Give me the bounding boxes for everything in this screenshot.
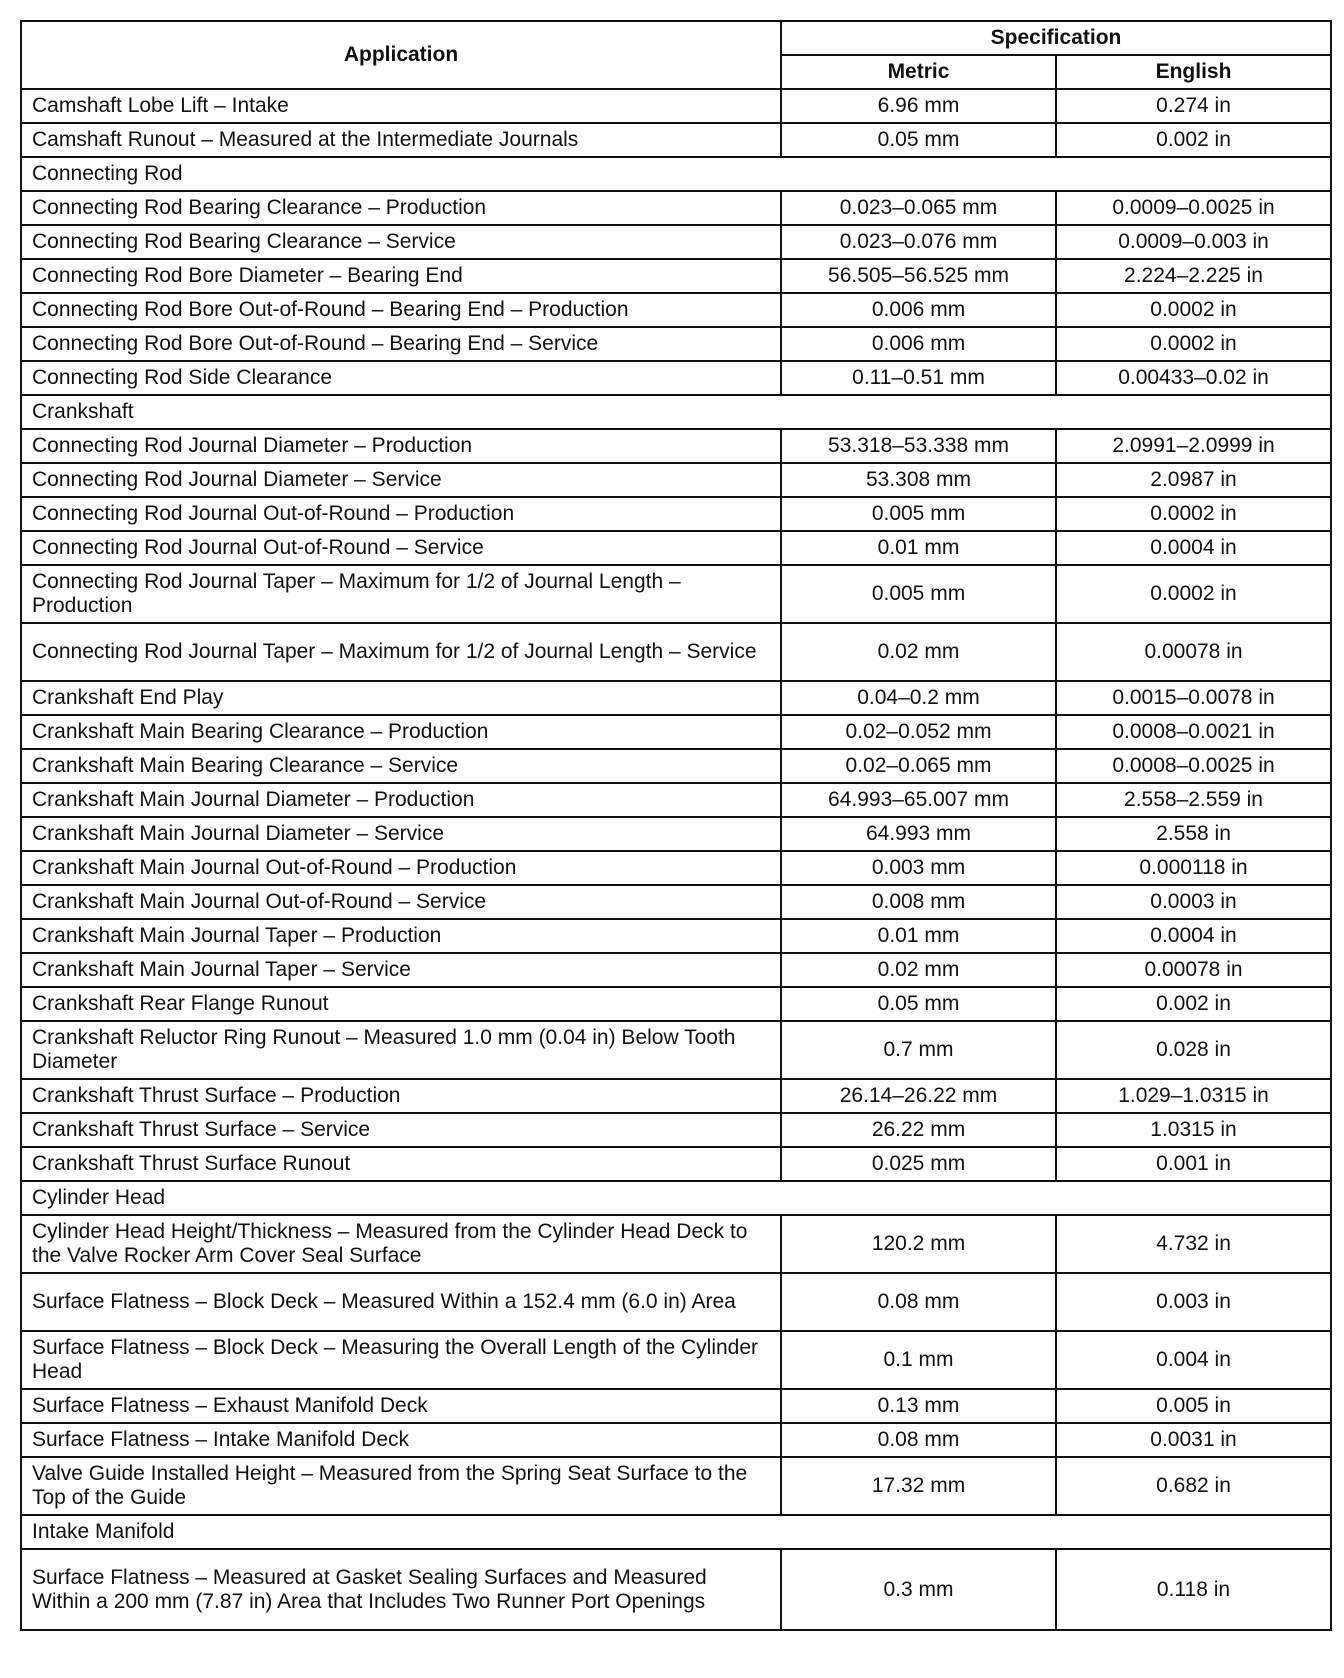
metric-value-cell: 53.318–53.338 mm bbox=[781, 429, 1056, 463]
section-row bbox=[21, 395, 1331, 429]
english-value-cell: 0.0009–0.0025 in bbox=[1056, 191, 1331, 225]
application-cell: Crankshaft Reluctor Ring Runout – Measured 1.0 mm (0.04 in) Below Tooth Diameter bbox=[21, 1021, 781, 1079]
application-cell: Surface Flatness – Measured at Gasket Sealing Surfaces and Measured Within a 200 mm (7.87 in) Area that Includes Two Runner Port Openings bbox=[21, 1549, 781, 1630]
english-value-cell: 0.0002 in bbox=[1056, 565, 1331, 623]
table-row bbox=[21, 681, 1331, 715]
table-row bbox=[21, 361, 1331, 395]
section-heading: Connecting Rod bbox=[21, 157, 1331, 191]
english-value-cell: 0.0003 in bbox=[1056, 885, 1331, 919]
table-row bbox=[21, 885, 1331, 919]
metric-value-cell: 0.3 mm bbox=[781, 1549, 1056, 1630]
english-value-cell: 0.00433–0.02 in bbox=[1056, 361, 1331, 395]
metric-value-cell: 0.023–0.076 mm bbox=[781, 225, 1056, 259]
table-row bbox=[21, 123, 1331, 157]
table-row bbox=[21, 191, 1331, 225]
table-row bbox=[21, 497, 1331, 531]
table-row bbox=[21, 1273, 1331, 1331]
metric-value-cell: 0.08 mm bbox=[781, 1423, 1056, 1457]
metric-value-cell: 0.023–0.065 mm bbox=[781, 191, 1056, 225]
application-cell: Connecting Rod Journal Out-of-Round – Service bbox=[21, 531, 781, 565]
english-value-cell: 0.0008–0.0025 in bbox=[1056, 749, 1331, 783]
english-value-cell: 4.732 in bbox=[1056, 1215, 1331, 1273]
application-cell: Connecting Rod Journal Taper – Maximum for 1/2 of Journal Length – Service bbox=[21, 623, 781, 681]
table-row bbox=[21, 225, 1331, 259]
metric-value-cell: 64.993 mm bbox=[781, 817, 1056, 851]
application-cell: Cylinder Head Height/Thickness – Measured from the Cylinder Head Deck to the Valve Rocker Arm Cover Seal Surface bbox=[21, 1215, 781, 1273]
metric-value-cell: 64.993–65.007 mm bbox=[781, 783, 1056, 817]
english-value-cell: 0.0009–0.003 in bbox=[1056, 225, 1331, 259]
table-row bbox=[21, 531, 1331, 565]
application-cell: Connecting Rod Bearing Clearance – Production bbox=[21, 191, 781, 225]
table-row bbox=[21, 715, 1331, 749]
table-row bbox=[21, 987, 1331, 1021]
application-cell: Connecting Rod Bore Diameter – Bearing End bbox=[21, 259, 781, 293]
section-heading: Crankshaft bbox=[21, 395, 1331, 429]
section-row bbox=[21, 1515, 1331, 1549]
specification-table bbox=[20, 20, 1332, 1631]
application-header: Application bbox=[21, 21, 781, 89]
table-row bbox=[21, 851, 1331, 885]
english-value-cell: 2.558–2.559 in bbox=[1056, 783, 1331, 817]
application-cell: Crankshaft Main Journal Diameter – Service bbox=[21, 817, 781, 851]
english-value-cell: 0.0002 in bbox=[1056, 327, 1331, 361]
table-row bbox=[21, 259, 1331, 293]
metric-value-cell: 56.505–56.525 mm bbox=[781, 259, 1056, 293]
application-cell: Crankshaft Main Bearing Clearance – Production bbox=[21, 715, 781, 749]
application-cell: Valve Guide Installed Height – Measured from the Spring Seat Surface to the Top of the Guide bbox=[21, 1457, 781, 1515]
metric-value-cell: 0.05 mm bbox=[781, 123, 1056, 157]
table-row bbox=[21, 293, 1331, 327]
english-value-cell: 0.118 in bbox=[1056, 1549, 1331, 1630]
section-row bbox=[21, 1181, 1331, 1215]
section-heading: Intake Manifold bbox=[21, 1515, 1331, 1549]
table-row bbox=[21, 1147, 1331, 1181]
application-cell: Crankshaft Main Journal Diameter – Production bbox=[21, 783, 781, 817]
section-row bbox=[21, 157, 1331, 191]
metric-value-cell: 0.006 mm bbox=[781, 327, 1056, 361]
english-value-cell: 0.004 in bbox=[1056, 1331, 1331, 1389]
application-cell: Crankshaft Main Journal Out-of-Round – Service bbox=[21, 885, 781, 919]
application-cell: Connecting Rod Side Clearance bbox=[21, 361, 781, 395]
metric-value-cell: 0.008 mm bbox=[781, 885, 1056, 919]
english-value-cell: 2.558 in bbox=[1056, 817, 1331, 851]
english-value-cell: 0.0015–0.0078 in bbox=[1056, 681, 1331, 715]
specification-header: Specification bbox=[781, 21, 1331, 55]
application-cell: Surface Flatness – Block Deck – Measuring the Overall Length of the Cylinder Head bbox=[21, 1331, 781, 1389]
english-value-cell: 0.0008–0.0021 in bbox=[1056, 715, 1331, 749]
english-value-cell: 2.224–2.225 in bbox=[1056, 259, 1331, 293]
application-cell: Connecting Rod Bearing Clearance – Service bbox=[21, 225, 781, 259]
table-row bbox=[21, 919, 1331, 953]
english-value-cell: 0.003 in bbox=[1056, 1273, 1331, 1331]
application-cell: Crankshaft Thrust Surface – Production bbox=[21, 1079, 781, 1113]
english-value-cell: 1.029–1.0315 in bbox=[1056, 1079, 1331, 1113]
english-value-cell: 0.274 in bbox=[1056, 89, 1331, 123]
metric-value-cell: 0.02 mm bbox=[781, 623, 1056, 681]
metric-value-cell: 0.025 mm bbox=[781, 1147, 1056, 1181]
english-value-cell: 0.005 in bbox=[1056, 1389, 1331, 1423]
metric-value-cell: 0.005 mm bbox=[781, 497, 1056, 531]
english-value-cell: 0.0004 in bbox=[1056, 531, 1331, 565]
english-value-cell: 0.002 in bbox=[1056, 987, 1331, 1021]
table-row bbox=[21, 429, 1331, 463]
table-row bbox=[21, 1331, 1331, 1389]
table-row bbox=[21, 565, 1331, 623]
metric-value-cell: 0.006 mm bbox=[781, 293, 1056, 327]
application-cell: Connecting Rod Journal Diameter – Production bbox=[21, 429, 781, 463]
metric-value-cell: 0.02–0.052 mm bbox=[781, 715, 1056, 749]
table-row bbox=[21, 89, 1331, 123]
table-row bbox=[21, 1215, 1331, 1273]
specification-table-body bbox=[21, 89, 1331, 1630]
application-cell: Crankshaft Thrust Surface – Service bbox=[21, 1113, 781, 1147]
english-value-cell: 0.00078 in bbox=[1056, 953, 1331, 987]
application-cell: Connecting Rod Bore Out-of-Round – Bearing End – Production bbox=[21, 293, 781, 327]
header-row-top bbox=[21, 21, 1331, 55]
table-row bbox=[21, 783, 1331, 817]
metric-value-cell: 0.08 mm bbox=[781, 1273, 1056, 1331]
application-cell: Crankshaft Main Journal Out-of-Round – Production bbox=[21, 851, 781, 885]
metric-value-cell: 0.04–0.2 mm bbox=[781, 681, 1056, 715]
english-value-cell: 2.0987 in bbox=[1056, 463, 1331, 497]
english-value-cell: 0.682 in bbox=[1056, 1457, 1331, 1515]
metric-value-cell: 0.1 mm bbox=[781, 1331, 1056, 1389]
metric-value-cell: 0.01 mm bbox=[781, 531, 1056, 565]
metric-value-cell: 120.2 mm bbox=[781, 1215, 1056, 1273]
application-cell: Surface Flatness – Exhaust Manifold Deck bbox=[21, 1389, 781, 1423]
table-row bbox=[21, 749, 1331, 783]
application-cell: Crankshaft Thrust Surface Runout bbox=[21, 1147, 781, 1181]
section-heading: Cylinder Head bbox=[21, 1181, 1331, 1215]
english-value-cell: 2.0991–2.0999 in bbox=[1056, 429, 1331, 463]
metric-value-cell: 17.32 mm bbox=[781, 1457, 1056, 1515]
english-header: English bbox=[1056, 55, 1331, 89]
table-row bbox=[21, 1021, 1331, 1079]
metric-value-cell: 0.7 mm bbox=[781, 1021, 1056, 1079]
table-row bbox=[21, 1113, 1331, 1147]
table-row bbox=[21, 327, 1331, 361]
english-value-cell: 1.0315 in bbox=[1056, 1113, 1331, 1147]
table-row bbox=[21, 1457, 1331, 1515]
application-cell: Connecting Rod Journal Diameter – Service bbox=[21, 463, 781, 497]
metric-value-cell: 0.11–0.51 mm bbox=[781, 361, 1056, 395]
metric-value-cell: 0.13 mm bbox=[781, 1389, 1056, 1423]
english-value-cell: 0.001 in bbox=[1056, 1147, 1331, 1181]
table-row bbox=[21, 817, 1331, 851]
application-cell: Connecting Rod Journal Taper – Maximum for 1/2 of Journal Length – Production bbox=[21, 565, 781, 623]
application-cell: Crankshaft Main Journal Taper – Production bbox=[21, 919, 781, 953]
table-row bbox=[21, 1389, 1331, 1423]
application-cell: Crankshaft Rear Flange Runout bbox=[21, 987, 781, 1021]
table-row bbox=[21, 1079, 1331, 1113]
metric-value-cell: 0.005 mm bbox=[781, 565, 1056, 623]
english-value-cell: 0.00078 in bbox=[1056, 623, 1331, 681]
application-cell: Connecting Rod Bore Out-of-Round – Bearing End – Service bbox=[21, 327, 781, 361]
english-value-cell: 0.0002 in bbox=[1056, 293, 1331, 327]
table-row bbox=[21, 953, 1331, 987]
application-cell: Connecting Rod Journal Out-of-Round – Production bbox=[21, 497, 781, 531]
application-cell: Surface Flatness – Intake Manifold Deck bbox=[21, 1423, 781, 1457]
application-cell: Camshaft Lobe Lift – Intake bbox=[21, 89, 781, 123]
table-row bbox=[21, 623, 1331, 681]
metric-value-cell: 0.05 mm bbox=[781, 987, 1056, 1021]
metric-value-cell: 53.308 mm bbox=[781, 463, 1056, 497]
application-cell: Surface Flatness – Block Deck – Measured Within a 152.4 mm (6.0 in) Area bbox=[21, 1273, 781, 1331]
metric-value-cell: 6.96 mm bbox=[781, 89, 1056, 123]
application-cell: Camshaft Runout – Measured at the Intermediate Journals bbox=[21, 123, 781, 157]
metric-value-cell: 26.22 mm bbox=[781, 1113, 1056, 1147]
table-row bbox=[21, 463, 1331, 497]
english-value-cell: 0.0002 in bbox=[1056, 497, 1331, 531]
metric-value-cell: 0.02–0.065 mm bbox=[781, 749, 1056, 783]
table-row bbox=[21, 1423, 1331, 1457]
english-value-cell: 0.0004 in bbox=[1056, 919, 1331, 953]
metric-value-cell: 26.14–26.22 mm bbox=[781, 1079, 1056, 1113]
english-value-cell: 0.0031 in bbox=[1056, 1423, 1331, 1457]
english-value-cell: 0.028 in bbox=[1056, 1021, 1331, 1079]
english-value-cell: 0.002 in bbox=[1056, 123, 1331, 157]
application-cell: Crankshaft Main Bearing Clearance – Service bbox=[21, 749, 781, 783]
metric-value-cell: 0.02 mm bbox=[781, 953, 1056, 987]
application-cell: Crankshaft Main Journal Taper – Service bbox=[21, 953, 781, 987]
metric-value-cell: 0.01 mm bbox=[781, 919, 1056, 953]
metric-header: Metric bbox=[781, 55, 1056, 89]
table-row bbox=[21, 1549, 1331, 1630]
english-value-cell: 0.000118 in bbox=[1056, 851, 1331, 885]
metric-value-cell: 0.003 mm bbox=[781, 851, 1056, 885]
application-cell: Crankshaft End Play bbox=[21, 681, 781, 715]
